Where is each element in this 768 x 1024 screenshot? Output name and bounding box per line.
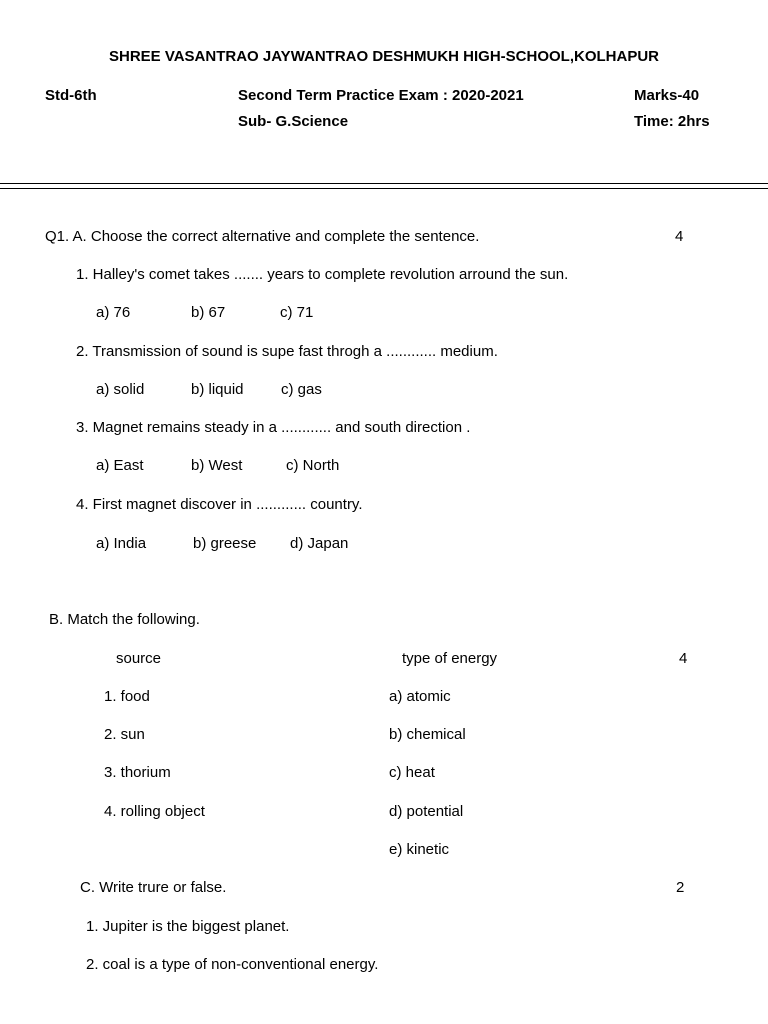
question-2-option-c: c) gas xyxy=(281,381,322,398)
match-right-item: a) atomic xyxy=(389,688,451,705)
true-false-item: 2. coal is a type of non-conventional energy. xyxy=(86,956,379,973)
question-4-option-a: a) India xyxy=(96,535,147,552)
time-label: Time: 2hrs xyxy=(634,113,710,130)
section-b-marks: 4 xyxy=(679,650,688,667)
question-3: 3. Magnet remains steady in a ............ and south direction . xyxy=(76,419,471,436)
question-1-option-b: b) 67 xyxy=(191,304,226,321)
match-column-source: source xyxy=(116,650,162,667)
header-rule-top xyxy=(0,183,768,184)
section-a-marks: 4 xyxy=(675,228,684,245)
school-name: SHREE VASANTRAO JAYWANTRAO DESHMUKH HIGH-SCHOOL,KOLHAPUR xyxy=(108,48,660,65)
question-3-option-b: b) West xyxy=(191,457,243,474)
standard-label: Std-6th xyxy=(45,87,97,104)
true-false-item: 1. Jupiter is the biggest planet. xyxy=(86,918,290,935)
question-1-option-a: a) 76 xyxy=(96,304,131,321)
question-4-option-b: b) greese xyxy=(193,535,257,552)
question-2-option-a: a) solid xyxy=(96,381,145,398)
question-1: 1. Halley's comet takes ....... years to complete revolution arround the sun. xyxy=(76,266,569,283)
match-column-type: type of energy xyxy=(402,650,498,667)
match-right-item: c) heat xyxy=(389,764,435,781)
match-left-item: 2. sun xyxy=(104,726,145,743)
header-rule-bottom xyxy=(0,188,768,189)
question-1-option-c: c) 71 xyxy=(280,304,314,321)
question-3-option-a: a) East xyxy=(96,457,144,474)
section-b-heading: B. Match the following. xyxy=(49,611,200,628)
match-right-item: d) potential xyxy=(389,803,464,820)
match-right-item: b) chemical xyxy=(389,726,466,743)
question-4-option-c: d) Japan xyxy=(290,535,349,552)
subject-label: Sub- G.Science xyxy=(238,113,349,130)
question-4: 4. First magnet discover in ............ country. xyxy=(76,496,363,513)
question-2: 2. Transmission of sound is supe fast throgh a ............ medium. xyxy=(76,343,498,360)
match-left-item: 1. food xyxy=(104,688,150,705)
exam-title: Second Term Practice Exam : 2020-2021 xyxy=(238,87,524,104)
section-c-marks: 2 xyxy=(676,879,685,896)
match-right-item: e) kinetic xyxy=(389,841,450,858)
section-a-heading: Q1. A. Choose the correct alternative and complete the sentence. xyxy=(45,228,480,245)
match-left-item: 4. rolling object xyxy=(104,803,205,820)
question-3-option-c: c) North xyxy=(286,457,340,474)
match-left-item: 3. thorium xyxy=(104,764,171,781)
section-c-heading: C. Write trure or false. xyxy=(80,879,227,896)
marks-label: Marks-40 xyxy=(634,87,700,104)
question-2-option-b: b) liquid xyxy=(191,381,244,398)
